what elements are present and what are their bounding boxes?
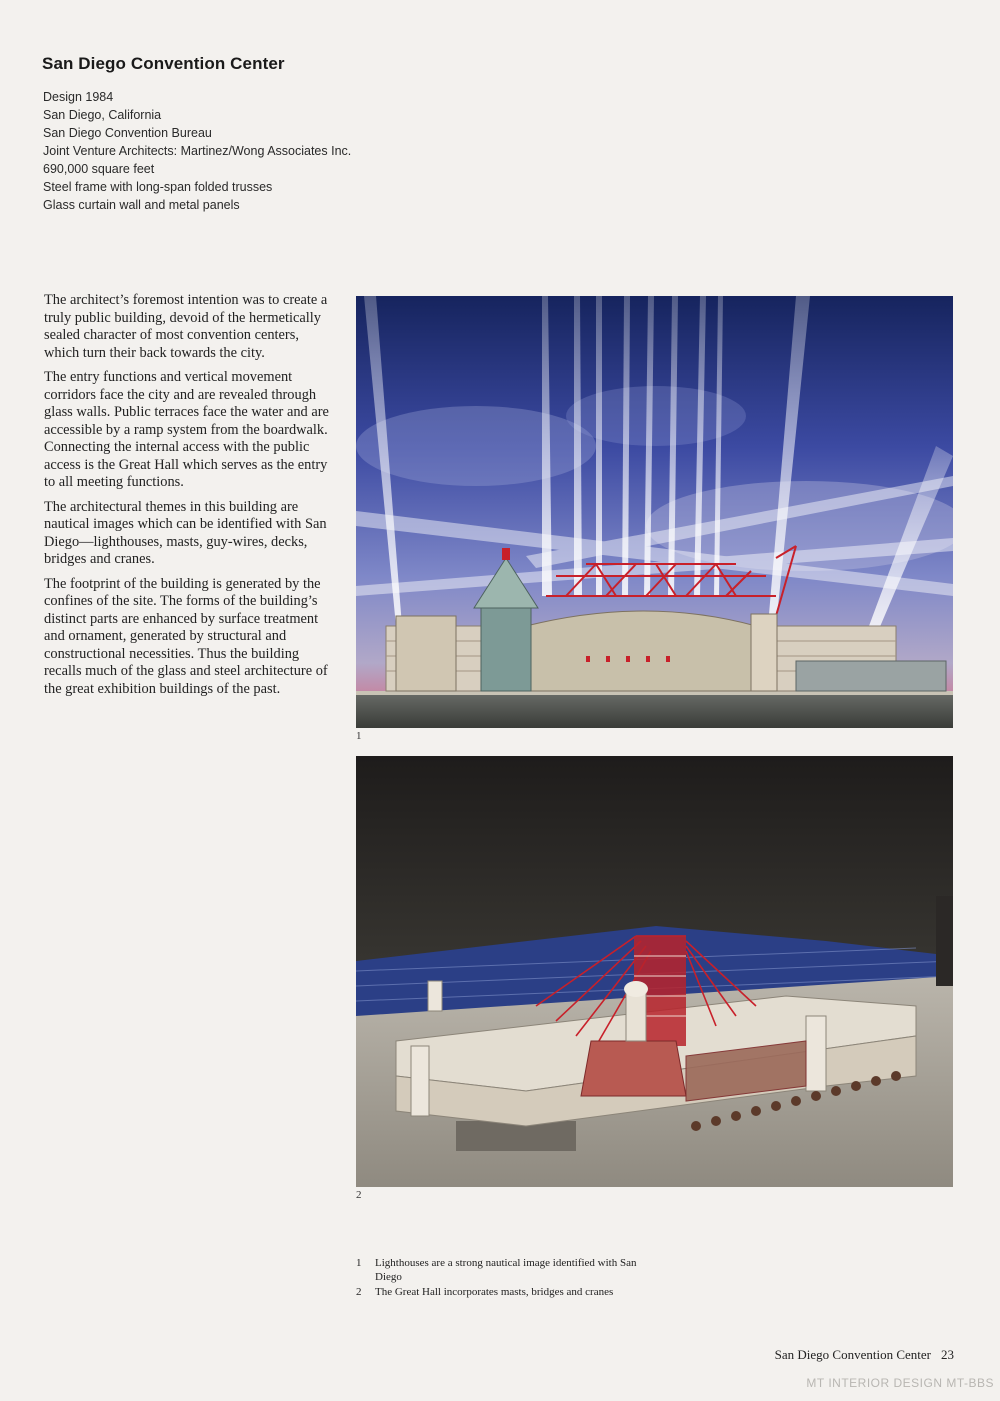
meta-envelope: Glass curtain wall and metal panels [43,198,240,212]
figure-2-number: 2 [356,1189,362,1201]
meta-area: 690,000 square feet [43,162,155,176]
caption-number: 1 [356,1257,362,1269]
caption-number: 2 [356,1286,362,1298]
page-footer [775,1347,954,1363]
caption-text: The Great Hall incorporates masts, bridges and cranes [375,1286,614,1298]
meta-design-year: Design 1984 [43,90,114,104]
body-paragraph: The entry functions and vertical movement corridors face the city and are revealed through glass walls. Public terraces face the water and are accessible by a ramp system from the boardwalk. Connecting the internal access with the public access is the Great Hall which serves as the entry to all meeting functions. [44,369,329,490]
meta-location: San Diego, California [43,108,162,122]
body-text [44,292,334,705]
page-title: San Diego Convention Center [42,54,285,73]
meta-architects: Joint Venture Architects: Martinez/Wong Associates Inc. [43,144,352,158]
figure-1-rendering [356,296,953,728]
figure-2-model-photo [356,756,953,1187]
caption-item [356,1257,656,1284]
caption-text: Lighthouses are a strong nautical image identified with San Diego [375,1257,637,1283]
meta-structure: Steel frame with long-span folded trusses [43,180,273,194]
project-meta [43,88,351,214]
figure-captions [356,1257,656,1302]
caption-item [356,1286,656,1300]
meta-client: San Diego Convention Bureau [43,126,212,140]
body-paragraph: The architectural themes in this building are nautical images which can be identified with San Diego—lighthouses, masts, guy-wires, decks, bridges and cranes. [44,498,327,567]
page-number: 23 [941,1347,954,1362]
watermark: MT INTERIOR DESIGN MT-BBS [806,1376,994,1390]
body-paragraph: The footprint of the building is generated by the confines of the site. The forms of the building’s distinct parts are enhanced by surface treatment and ornament, generated by structural and constructional necessities. Thus the building recalls much of the glass and steel architecture of the great exhibition buildings of the past. [44,575,328,697]
running-title: San Diego Convention Center [774,1347,931,1362]
body-paragraph: The architect’s foremost intention was to create a truly public building, devoid of the hermetically sealed character of most convention centers, which turn their back towards the city. [44,292,328,361]
figure-1-number: 1 [356,730,362,742]
